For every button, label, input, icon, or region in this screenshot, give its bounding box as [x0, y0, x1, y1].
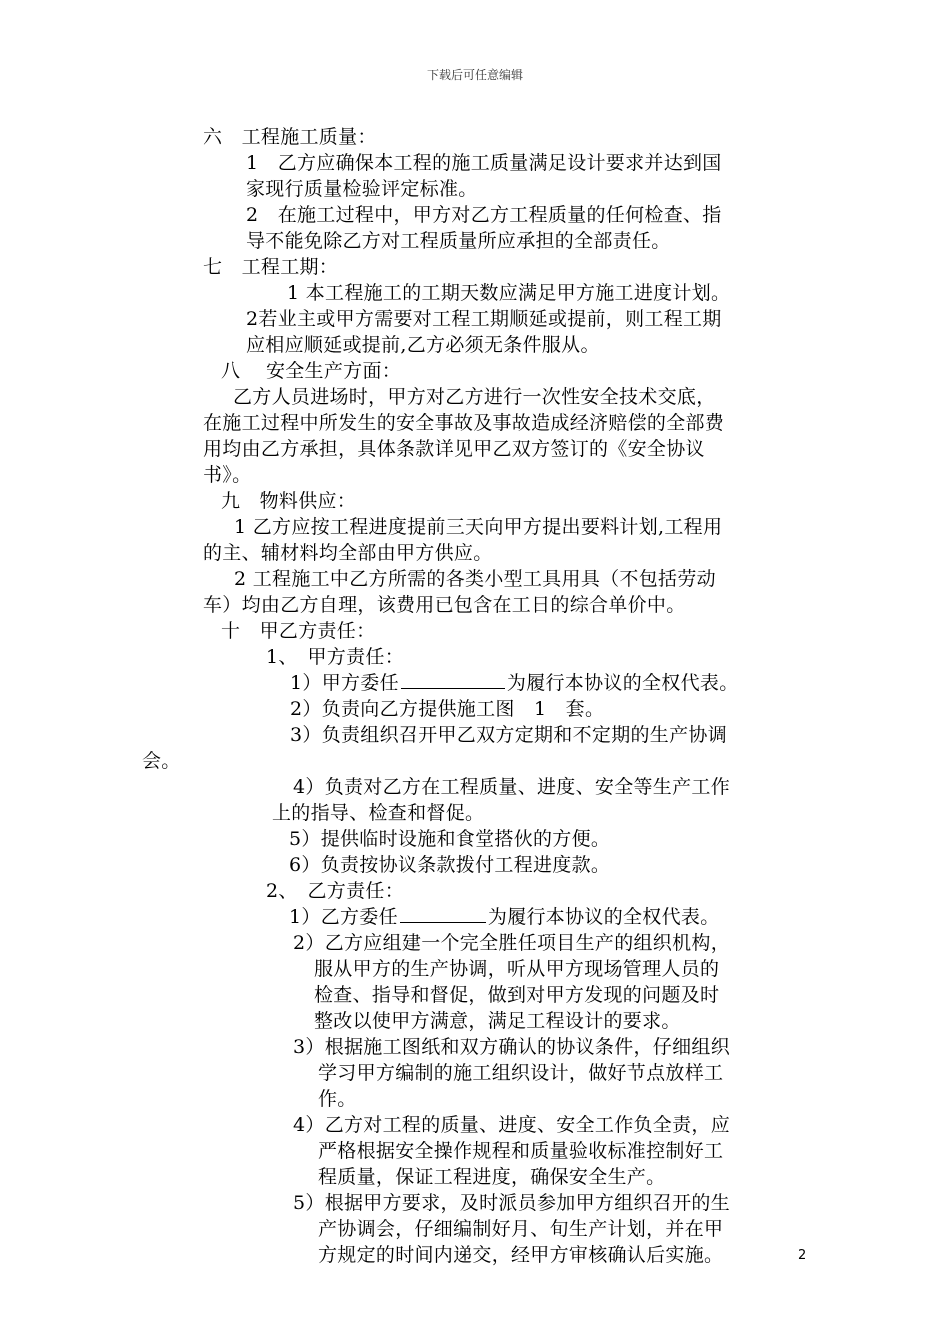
section-7-title: 七 工程工期：	[203, 256, 339, 278]
paragraph-line: 检查、指导和督促，做到对甲方发现的问题及时	[314, 984, 720, 1006]
paragraph-line: 严格根据安全操作规程和质量验收标准控制好工	[318, 1140, 724, 1162]
paragraph-line: 在施工过程中所发生的安全事故及事故造成经济赔偿的全部费	[203, 412, 725, 434]
paragraph-line: 家现行质量检验评定标准。	[246, 178, 478, 200]
paragraph-line: 学习甲方编制的施工组织设计，做好节点放样工	[318, 1062, 724, 1084]
paragraph-line: 乙方人员进场时，甲方对乙方进行一次性安全技术交底，	[233, 386, 716, 408]
paragraph-line: 1 本工程施工的工期天数应满足甲方施工进度计划。	[287, 282, 731, 304]
paragraph-line: 用均由乙方承担，具体条款详见甲乙双方签订的《安全协议	[203, 438, 705, 460]
line-prefix: 1）乙方委任	[289, 906, 398, 928]
paragraph-line: 2）负责向乙方提供施工图 1 套。	[290, 698, 605, 720]
paragraph-line: 会。	[142, 750, 181, 772]
paragraph-line: 4）乙方对工程的质量、进度、安全工作负全责，应	[293, 1114, 730, 1136]
paragraph-line: 整改以使甲方满意，满足工程设计的要求。	[314, 1010, 681, 1032]
paragraph-line	[289, 904, 720, 930]
paragraph-line: 书》。	[203, 464, 252, 486]
paragraph-line: 方规定的时间内递交，经甲方审核确认后实施。	[318, 1244, 724, 1266]
paragraph-line: 服从甲方的生产协调，听从甲方现场管理人员的	[314, 958, 720, 980]
paragraph-line: 车）均由乙方自理，该费用已包含在工日的综合单价中。	[203, 594, 686, 616]
party-a-title: 1、 甲方责任：	[266, 646, 404, 668]
paragraph-line: 6）负责按协议条款拨付工程进度款。	[289, 854, 611, 876]
paragraph-line: 导不能免除乙方对工程质量所应承担的全部责任。	[246, 230, 671, 252]
line-suffix: 为履行本协议的全权代表。	[487, 906, 720, 928]
line-prefix: 1）甲方委任	[290, 672, 399, 694]
paragraph-line: 2 在施工过程中，甲方对乙方工程质量的任何检查、指	[246, 204, 722, 226]
paragraph-line: 1 乙方应按工程进度提前三天向甲方提出要料计划,工程用	[234, 516, 723, 538]
fill-in-blank[interactable]	[400, 904, 486, 923]
paragraph-line: 程质量，保证工程进度，确保安全生产。	[318, 1166, 666, 1188]
paragraph-line: 3）根据施工图纸和双方确认的协议条件，仔细组织	[293, 1036, 730, 1058]
section-9-title: 九 物料供应：	[221, 490, 357, 512]
paragraph-line: 2若业主或甲方需要对工程工期顺延或提前，则工程工期	[246, 308, 722, 330]
section-6-title: 六 工程施工质量：	[203, 126, 377, 148]
paragraph-line: 2）乙方应组建一个完全胜任项目生产的组织机构，	[293, 932, 730, 954]
paragraph-line: 作。	[318, 1088, 357, 1110]
paragraph-line: 3）负责组织召开甲乙双方定期和不定期的生产协调	[290, 724, 727, 746]
party-b-title: 2、 乙方责任：	[266, 880, 404, 902]
paragraph-line: 5）根据甲方要求，及时派员参加甲方组织召开的生	[293, 1192, 730, 1214]
paragraph-line: 5）提供临时设施和食堂搭伙的方便。	[289, 828, 611, 850]
page-number: 2	[798, 1248, 807, 1263]
paragraph-line: 上的指导、检查和督促。	[272, 802, 485, 824]
paragraph-line: 2 工程施工中乙方所需的各类小型工具用具（不包括劳动	[234, 568, 716, 590]
page-header: 下载后可任意编辑	[426, 68, 523, 82]
paragraph-line: 4）负责对乙方在工程质量、进度、安全等生产工作	[293, 776, 730, 798]
paragraph-line: 1 乙方应确保本工程的施工质量满足设计要求并达到国	[246, 152, 722, 174]
paragraph-line: 的主、辅材料均全部由甲方供应。	[203, 542, 493, 564]
paragraph-line: 应相应顺延或提前,乙方必须无条件服从。	[246, 334, 600, 356]
paragraph-line: 产协调会，仔细编制好月、旬生产计划，并在甲	[318, 1218, 724, 1240]
section-8-title: 八 安全生产方面：	[221, 360, 402, 382]
paragraph-line	[290, 670, 739, 696]
section-10-title: 十 甲乙方责任：	[221, 620, 376, 642]
fill-in-blank[interactable]	[401, 670, 505, 689]
line-suffix: 为履行本协议的全权代表。	[506, 672, 739, 694]
